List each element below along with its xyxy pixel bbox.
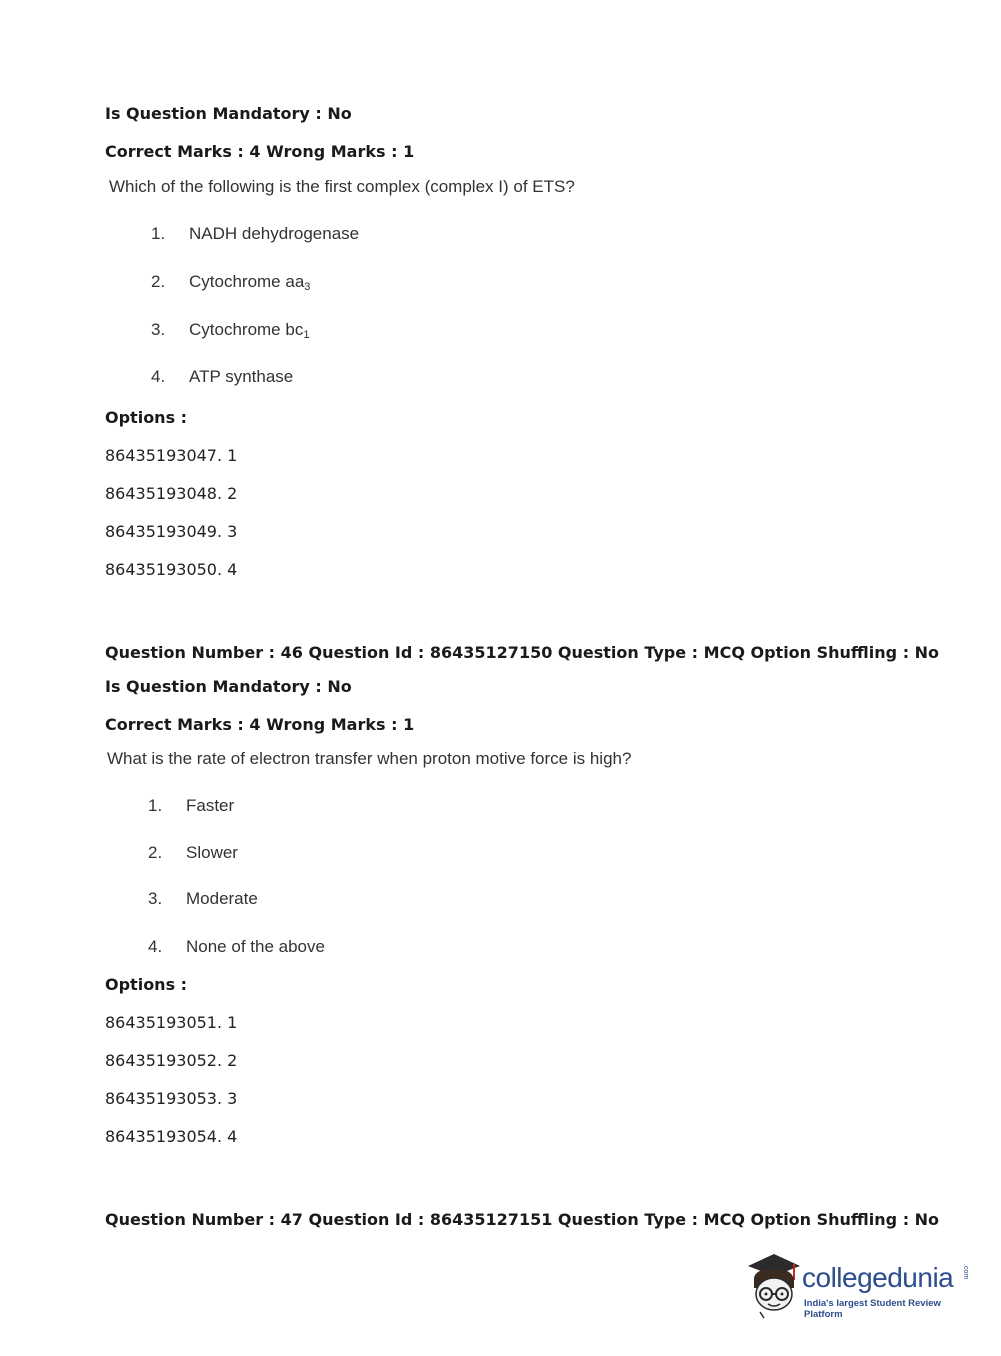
logo-tagline: India's largest Student Review Platform	[804, 1298, 941, 1320]
student-mascot-icon	[742, 1250, 804, 1320]
collegedunia-logo	[742, 1250, 972, 1320]
question-mandatory: Is Question Mandatory : No	[105, 104, 352, 123]
question-header: Question Number : 46 Question Id : 86435127150 Question Type : MCQ Option Shuffling : No	[105, 643, 940, 662]
question-header: Question Number : 47 Question Id : 86435127151 Question Type : MCQ Option Shuffling : No	[105, 1210, 940, 1229]
question-text: What is the rate of electron transfer when proton motive force is high?	[107, 749, 632, 768]
option-id: 86435193051. 1	[105, 1013, 238, 1032]
option-id: 86435193050. 4	[105, 560, 238, 579]
option-id: 86435193048. 2	[105, 484, 238, 503]
question-marks: Correct Marks : 4 Wrong Marks : 1	[105, 715, 415, 734]
choice-item: 3. Moderate	[148, 889, 258, 908]
choice-item: 4. ATP synthase	[151, 367, 294, 386]
option-id: 86435193047. 1	[105, 446, 238, 465]
choice-item: 4. None of the above	[148, 937, 325, 956]
choice-item: 1. NADH dehydrogenase	[151, 224, 360, 243]
option-id: 86435193053. 3	[105, 1089, 238, 1108]
options-label: Options :	[105, 975, 188, 994]
question-mandatory: Is Question Mandatory : No	[105, 677, 352, 696]
option-id: 86435193054. 4	[105, 1127, 238, 1146]
options-label: Options :	[105, 408, 188, 427]
choice-item: 2. Cytochrome $aa_3$	[151, 272, 311, 293]
choice-item: 1. Faster	[148, 796, 235, 815]
option-id: 86435193049. 3	[105, 522, 238, 541]
question-marks: Correct Marks : 4 Wrong Marks : 1	[105, 142, 415, 161]
logo-wordmark: collegedunia	[802, 1262, 954, 1293]
option-id: 86435193052. 2	[105, 1051, 238, 1070]
question-text: Which of the following is the first complex (complex I) of ETS?	[109, 177, 575, 196]
choice-item: 3. Cytochrome $bc_1$	[151, 320, 310, 341]
logo-domain: .com	[962, 1264, 969, 1280]
choice-item: 2. Slower	[148, 843, 238, 862]
